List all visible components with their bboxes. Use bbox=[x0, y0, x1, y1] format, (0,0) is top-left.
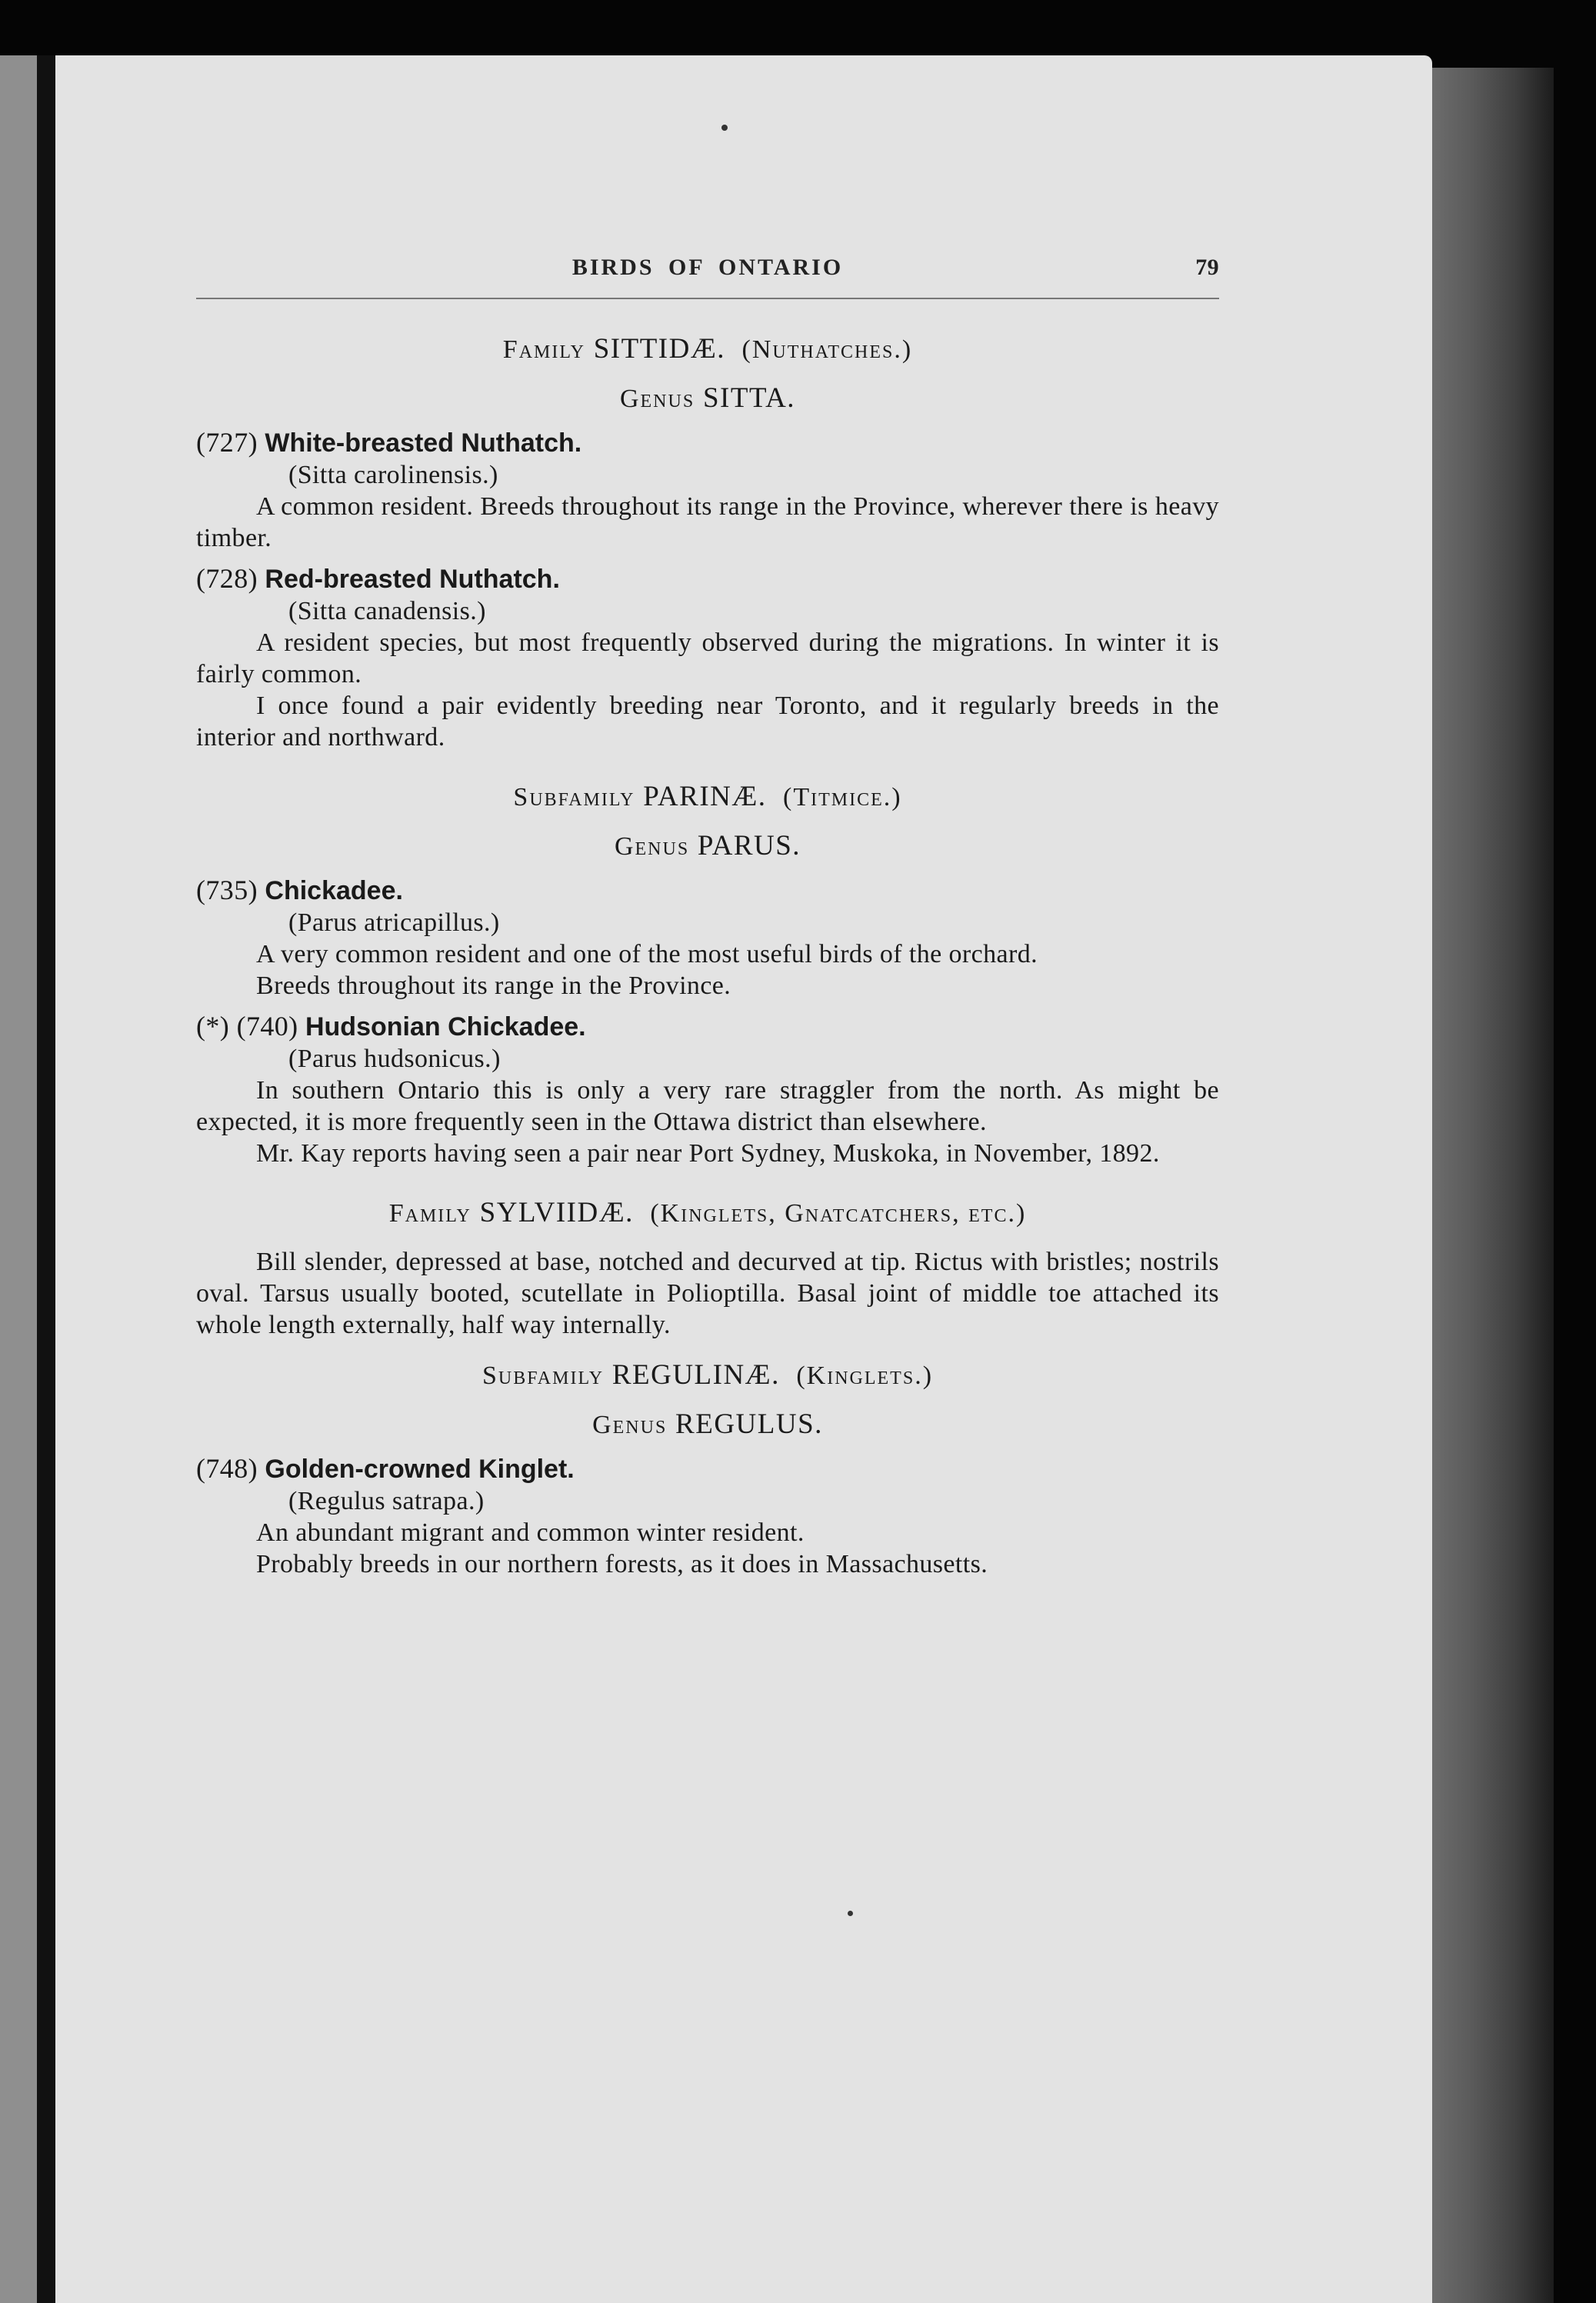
page-body bbox=[196, 252, 1219, 1580]
species-number: (728) bbox=[196, 563, 258, 594]
subfamily-heading-regulinae bbox=[196, 1359, 1219, 1391]
page-number: 79 bbox=[1195, 255, 1219, 280]
genus-label: Genus bbox=[619, 385, 695, 413]
family-name: SITTIDÆ. bbox=[593, 333, 725, 365]
subfamily-label: Subfamily bbox=[513, 783, 635, 812]
genus-label: Genus bbox=[614, 832, 690, 861]
species-paragraph: In southern Ontario this is only a very rare straggler from the north. As might be expected, it is more frequently seen in the Ottawa district than elsewhere. bbox=[196, 1076, 1219, 1136]
scan-page-edge-shadow bbox=[1429, 68, 1554, 2303]
genus-heading-parus bbox=[196, 830, 1219, 862]
species-paragraph: A resident species, but most frequently observed during the migrations. In winter it is fairly common. bbox=[196, 628, 1219, 688]
running-head bbox=[196, 252, 1219, 295]
species-paragraph: I once found a pair evidently breeding near Toronto, and it regularly breeds in the interior and northward. bbox=[196, 692, 1219, 752]
subfamily-name: REGULINÆ. bbox=[611, 1359, 780, 1391]
scientific-name: (Parus atricapillus.) bbox=[288, 908, 500, 937]
genus-label: Genus bbox=[592, 1411, 668, 1439]
species-paragraph: Mr. Kay reports having seen a pair near Port Sydney, Muskoka, in November, 1892. bbox=[256, 1139, 1160, 1168]
species-number: (748) bbox=[196, 1453, 258, 1484]
family-heading-sylviidae bbox=[196, 1197, 1219, 1229]
family-heading-sittidae bbox=[196, 333, 1219, 365]
running-head-title: BIRDS OF ONTARIO bbox=[571, 255, 844, 280]
species-name: Chickadee. bbox=[265, 876, 403, 905]
genus-heading-sitta bbox=[196, 382, 1219, 415]
family-description: Bill slender, depressed at base, notched and decurved at tip. Rictus with bristles; nostrils oval. Tarsus usually booted, scutellate in Polioptilla. Basal joint of middle toe attached its whole length externally, half way internally. bbox=[196, 1248, 1219, 1339]
family-common-name: (Kinglets, Gnatcatchers, etc.) bbox=[650, 1199, 1027, 1228]
species-name: Red-breasted Nuthatch. bbox=[265, 565, 560, 594]
family-common-name: (Nuthatches.) bbox=[741, 335, 913, 364]
species-paragraph: A common resident. Breeds throughout its range in the Province, wherever there is heavy timber. bbox=[196, 492, 1219, 552]
species-paragraph: An abundant migrant and common winter resident. bbox=[256, 1518, 805, 1547]
subfamily-common-name: (Kinglets.) bbox=[796, 1361, 934, 1390]
species-heading-735 bbox=[196, 875, 1219, 907]
genus-heading-regulus bbox=[196, 1408, 1219, 1441]
species-heading-740 bbox=[196, 1011, 1219, 1043]
scientific-name: (Sitta canadensis.) bbox=[288, 597, 486, 625]
scan-binding-edge bbox=[37, 55, 57, 2303]
species-paragraph: Breeds throughout its range in the Province. bbox=[256, 972, 731, 1000]
scan-speck bbox=[721, 125, 728, 131]
species-number: (740) bbox=[236, 1011, 298, 1042]
subfamily-name: PARINÆ. bbox=[643, 781, 767, 812]
species-paragraph: A very common resident and one of the most useful birds of the orchard. bbox=[256, 940, 1038, 968]
scientific-name: (Sitta carolinensis.) bbox=[288, 461, 498, 489]
subfamily-label: Subfamily bbox=[481, 1361, 605, 1390]
species-heading-727 bbox=[196, 427, 1219, 459]
subfamily-heading-parinae bbox=[196, 781, 1219, 813]
species-paragraph: Probably breeds in our northern forests, as it does in Massachusetts. bbox=[256, 1550, 988, 1578]
family-label: Family bbox=[502, 335, 585, 364]
scan-speck bbox=[848, 1911, 853, 1916]
header-rule bbox=[196, 298, 1219, 299]
species-number: (727) bbox=[196, 427, 258, 458]
book-page bbox=[55, 55, 1432, 2303]
genus-name: REGULUS. bbox=[675, 1408, 823, 1440]
species-name: White-breasted Nuthatch. bbox=[265, 428, 582, 458]
genus-name: SITTA. bbox=[702, 382, 796, 414]
species-name: Golden-crowned Kinglet. bbox=[265, 1455, 575, 1484]
species-heading-728 bbox=[196, 563, 1219, 595]
genus-name: PARUS. bbox=[697, 830, 801, 862]
species-marker: (*) bbox=[196, 1011, 230, 1042]
family-name: SYLVIIDÆ. bbox=[479, 1197, 634, 1228]
subfamily-common-name: (Titmice.) bbox=[783, 783, 902, 812]
species-name: Hudsonian Chickadee. bbox=[305, 1012, 586, 1042]
species-number: (735) bbox=[196, 875, 258, 905]
species-heading-748 bbox=[196, 1453, 1219, 1485]
scan-left-margin bbox=[0, 55, 37, 2303]
scientific-name: (Regulus satrapa.) bbox=[288, 1487, 485, 1515]
scientific-name: (Parus hudsonicus.) bbox=[288, 1045, 501, 1073]
family-label: Family bbox=[388, 1199, 471, 1228]
